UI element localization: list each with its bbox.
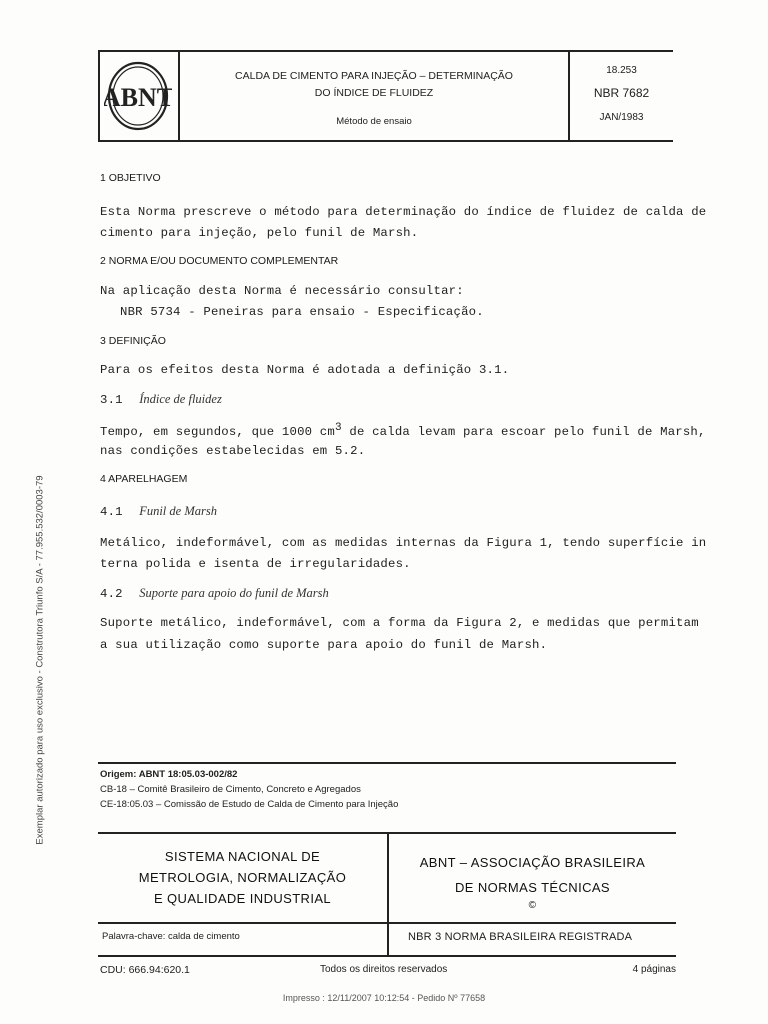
footer-left-block bbox=[98, 846, 387, 909]
header-left-border bbox=[98, 50, 100, 142]
subsection-4-2-number: 4.2 bbox=[100, 587, 123, 601]
origin-committee: CB-18 – Comitê Brasileiro de Cimento, Concreto e Agregados bbox=[100, 784, 361, 795]
subsection-4-1-heading bbox=[100, 502, 217, 520]
origin-top-rule bbox=[98, 762, 676, 764]
side-note-text: Exemplar autorizado para uso exclusivo - Construtora Triunfo S/A - 77.955.532/0003-79 bbox=[34, 475, 46, 845]
footer-cdu: CDU: 666.94:620.1 bbox=[100, 964, 190, 976]
subsection-3-1-title: Índice de fluidez bbox=[139, 392, 222, 406]
cubic-superscript: 3 bbox=[334, 422, 342, 434]
footer-left-line1: SISTEMA NACIONAL DE bbox=[164, 849, 321, 864]
header-bottom-rule bbox=[98, 140, 673, 142]
footer-right-line2: DE NORMAS TÉCNICAS bbox=[454, 880, 611, 895]
document-header bbox=[98, 50, 673, 142]
footer-right-line1: ABNT – ASSOCIAÇÃO BRASILEIRA bbox=[419, 855, 646, 870]
header-code: 18.253 bbox=[606, 65, 637, 76]
subsection-4-2-line1: Suporte metálico, indeformável, com a forma da Figura 2, e medidas que permitam bbox=[100, 616, 699, 630]
footer-keywords: Palavra-chave: calda de cimento bbox=[102, 931, 240, 942]
subsection-4-1-line1: Metálico, indeformável, com as medidas internas da Figura 1, tendo superfície in bbox=[100, 536, 707, 550]
abnt-logo bbox=[104, 58, 172, 134]
subsection-4-2-line2: a sua utilização como suporte para apoio do funil de Marsh. bbox=[100, 638, 548, 652]
footer-box bbox=[98, 832, 676, 958]
section-1-line2: cimento para injeção, pelo funil de Marsh. bbox=[100, 226, 419, 240]
subsection-3-1-line2: nas condições estabelecidas em 5.2. bbox=[100, 444, 366, 458]
subsection-4-1-line2: terna polida e isenta de irregularidades. bbox=[100, 557, 411, 571]
section-1-heading: 1 OBJETIVO bbox=[100, 172, 161, 184]
footer-pages: 4 páginas bbox=[632, 964, 676, 975]
print-stamp: Impresso : 12/11/2007 10:12:54 - Pedido Nº 77658 bbox=[282, 993, 486, 1003]
header-title-line1: CALDA DE CIMENTO PARA INJEÇÃO – DETERMINAÇÃO bbox=[235, 70, 513, 82]
header-norm: NBR 7682 bbox=[593, 86, 650, 100]
header-top-rule bbox=[98, 50, 673, 52]
section-2-reference: NBR 5734 - Peneiras para ensaio - Especificação. bbox=[120, 305, 484, 319]
subsection-4-2-title: Suporte para apoio do funil de Marsh bbox=[139, 586, 329, 600]
header-method: Método de ensaio bbox=[336, 116, 412, 127]
section-3-line1: Para os efeitos desta Norma é adotada a definição 3.1. bbox=[100, 363, 510, 377]
subsection-3-1-line1-a: Tempo, em segundos, que 1000 cm bbox=[100, 425, 335, 440]
footer-rights: Todos os direitos reservados bbox=[320, 964, 448, 975]
section-2-line1: Na aplicação desta Norma é necessário consultar: bbox=[100, 284, 464, 298]
section-2-heading: 2 NORMA E/OU DOCUMENTO COMPLEMENTAR bbox=[100, 255, 339, 267]
subsection-3-1-line1 bbox=[100, 422, 706, 439]
origin-study-commission: CE-18:05.03 – Comissão de Estudo de Calda de Cimento para Injeção bbox=[100, 799, 399, 810]
subsection-4-1-title: Funil de Marsh bbox=[139, 504, 217, 518]
footer-registered: NBR 3 NORMA BRASILEIRA REGISTRADA bbox=[408, 931, 633, 943]
subsection-3-1-line1-b: de calda levam para escoar pelo funil de Marsh, bbox=[341, 425, 706, 440]
origin-line: Origem: ABNT 18:05.03-002/82 bbox=[100, 769, 238, 780]
header-title-line2: DO ÍNDICE DE FLUIDEZ bbox=[314, 87, 434, 99]
subsection-4-2-heading bbox=[100, 584, 329, 602]
section-1-line1: Esta Norma prescreve o método para determinação do índice de fluidez de calda de bbox=[100, 205, 707, 219]
footer-right-block bbox=[389, 850, 676, 912]
subsection-3-1-number: 3.1 bbox=[100, 393, 123, 407]
side-authorization-note bbox=[30, 470, 50, 850]
section-3-heading: 3 DEFINIÇÃO bbox=[100, 335, 166, 347]
footer-left-line3: E QUALIDADE INDUSTRIAL bbox=[153, 891, 332, 906]
subsection-3-1-heading bbox=[100, 390, 222, 408]
subsection-4-1-number: 4.1 bbox=[100, 505, 123, 519]
footer-left-line2: METROLOGIA, NORMALIZAÇÃO bbox=[138, 870, 347, 885]
abnt-logo-text: ABNT bbox=[104, 83, 172, 112]
section-4-heading: 4 APARELHAGEM bbox=[100, 473, 188, 485]
header-date: JAN/1983 bbox=[599, 112, 644, 123]
copyright-symbol: © bbox=[528, 900, 537, 911]
